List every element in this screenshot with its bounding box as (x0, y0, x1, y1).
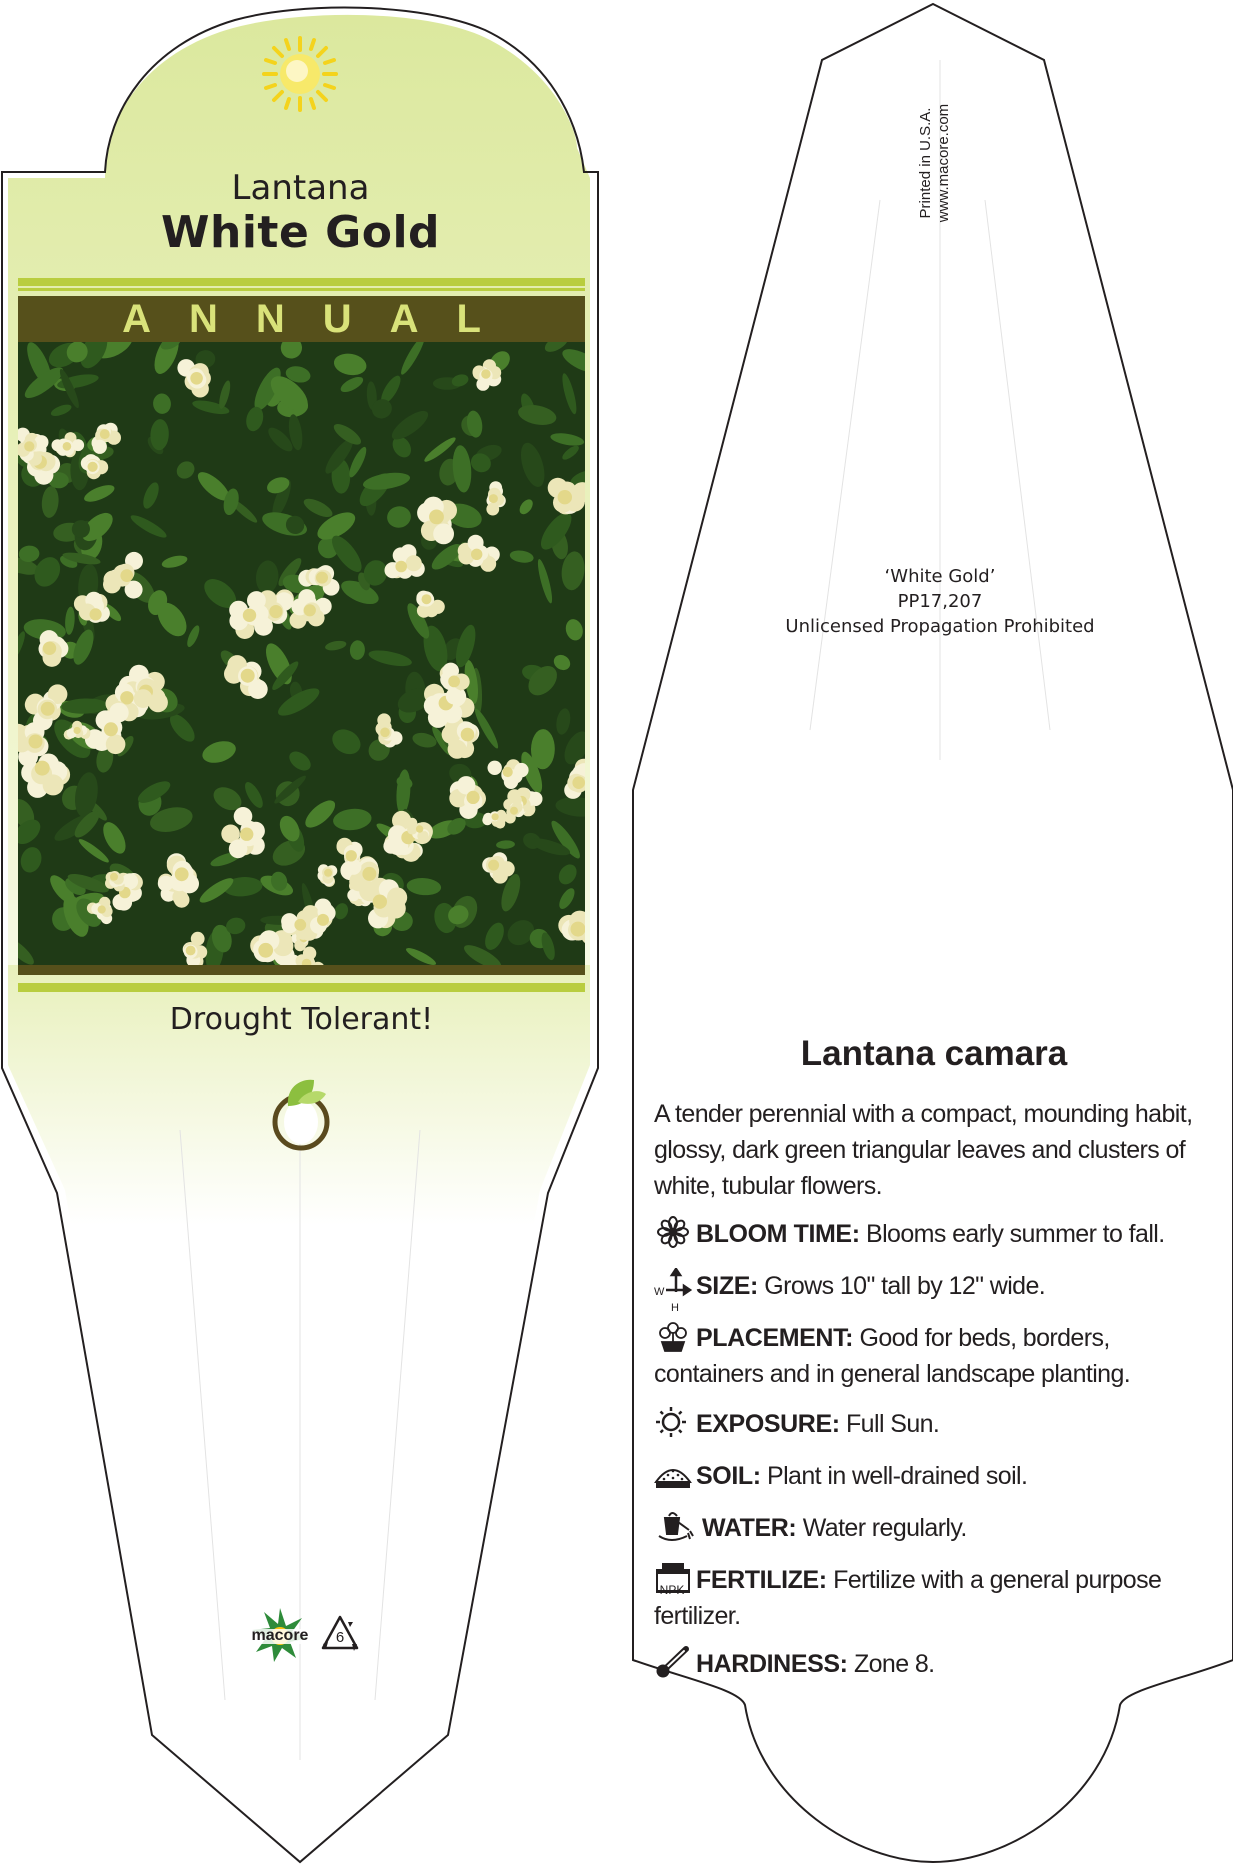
size-h-label: H (671, 1302, 679, 1314)
care-row-size (654, 1268, 1214, 1314)
category-label: ANNUAL (122, 297, 519, 341)
flower-icon (654, 1216, 692, 1248)
variety-name: White Gold (160, 207, 441, 258)
sun-exposure-icon (654, 1406, 692, 1438)
care-row-hardiness (654, 1646, 1214, 1682)
thermometer-icon (654, 1646, 692, 1678)
website: www.macore.com (935, 103, 952, 223)
care-text: Good for beds, borders, containers and in general landscape planting. (654, 1324, 1131, 1388)
sun-icon (262, 36, 338, 112)
care-label: BLOOM TIME: (696, 1220, 860, 1248)
size-arrows-icon (654, 1268, 692, 1314)
care-text: Blooms early summer to fall. (866, 1220, 1165, 1248)
printed-credit (910, 90, 960, 240)
soil-icon (654, 1458, 692, 1490)
white-lantana-flowers-photo (18, 342, 585, 965)
trademark-name: ‘White Gold’ (884, 566, 996, 587)
recycle-icon (320, 1614, 360, 1654)
care-label: EXPOSURE: (696, 1410, 840, 1438)
care-label: SIZE: (696, 1272, 758, 1300)
care-label: SOIL: (696, 1462, 761, 1490)
propagation-notice: Unlicensed Propagation Prohibited (785, 616, 1095, 637)
recycle-number: 6 (335, 1629, 345, 1646)
plant-description: A tender perennial with a compact, mounding habit, glossy, dark green triangular leaves and clusters of white, tubular flowers. (654, 1100, 1193, 1200)
leaf-badge-icon (268, 1072, 334, 1152)
common-name: Lantana (231, 168, 370, 208)
tagline: Drought Tolerant! (169, 1002, 434, 1037)
brand-name: macore (251, 1627, 309, 1644)
care-row-exposure (654, 1406, 1214, 1442)
care-label: FERTILIZE: (696, 1566, 827, 1594)
care-label: WATER: (702, 1514, 797, 1542)
care-row-bloom-time (654, 1216, 1214, 1252)
npk-label: NPK (659, 1583, 685, 1597)
care-label: PLACEMENT: (696, 1324, 854, 1352)
care-text: Zone 8. (853, 1650, 935, 1678)
care-text: Full Sun. (846, 1410, 940, 1438)
patent-number: PP17,207 (897, 591, 983, 612)
macore-logo (245, 1606, 315, 1666)
care-text: Grows 10" tall by 12" wide. (764, 1272, 1046, 1300)
size-w-label: W (654, 1286, 664, 1298)
care-label: HARDINESS: (696, 1650, 848, 1678)
botanical-name: Lantana camara (800, 1034, 1068, 1073)
placement-plant-icon (654, 1320, 692, 1352)
care-row-fertilize (654, 1562, 1214, 1634)
care-row-placement (654, 1320, 1214, 1392)
npk-fertilizer-icon (654, 1562, 692, 1597)
care-text: Fertilize with a general purpose fertilizer. (654, 1566, 1162, 1630)
care-text: Water regularly. (802, 1514, 967, 1542)
care-text: Plant in well-drained soil. (767, 1462, 1028, 1490)
care-row-soil (654, 1458, 1214, 1494)
watering-can-icon (654, 1510, 698, 1542)
printed-in: Printed in U.S.A. (917, 107, 934, 219)
patent-block (740, 564, 1140, 639)
care-row-water (654, 1510, 1214, 1546)
